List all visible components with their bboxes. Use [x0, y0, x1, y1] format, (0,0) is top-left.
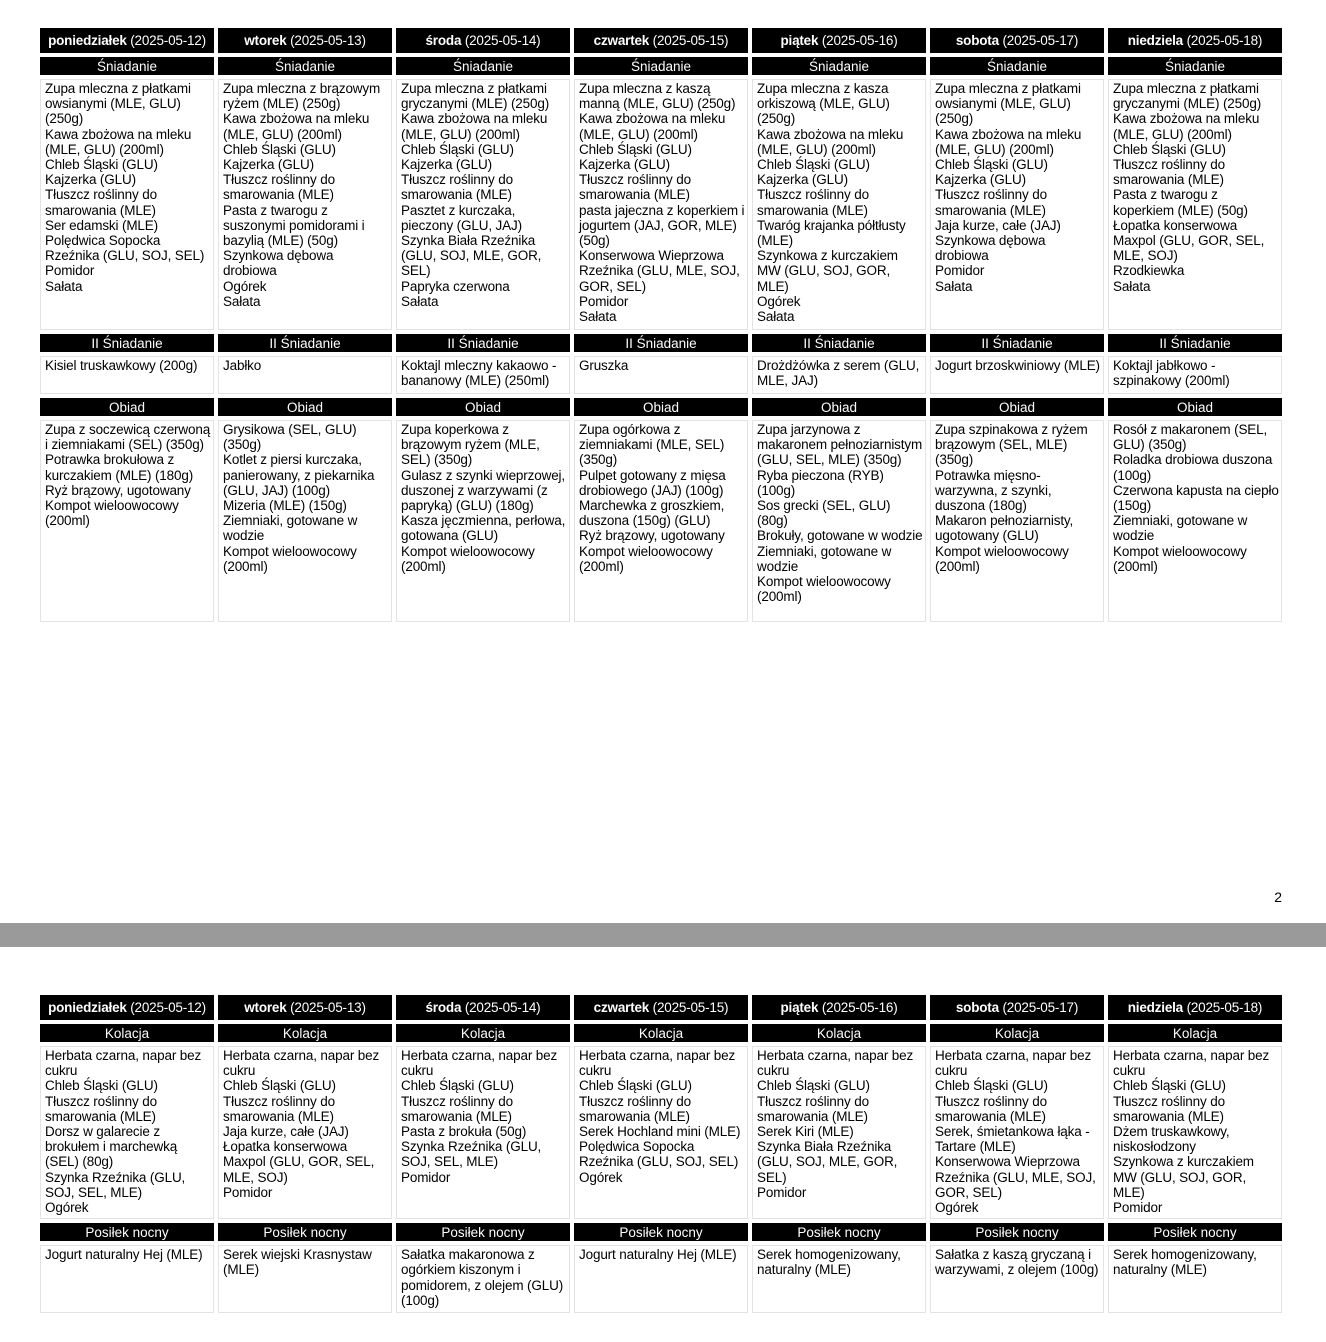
meal-title: Obiad — [218, 398, 392, 416]
meal-cell — [574, 79, 748, 330]
meal-cell — [40, 79, 214, 330]
day-header — [752, 995, 926, 1020]
day-date: (2025-05-14) — [464, 1000, 541, 1015]
meal-cell — [574, 1046, 748, 1219]
meal-title: II Śniadanie — [752, 334, 926, 352]
menu-item: Tłuszcz roślinny do smarowania (MLE) — [935, 1093, 1047, 1124]
menu-item: Chleb Śląski (GLU) — [579, 141, 692, 157]
menu-item: Kisiel truskawkowy (200g) — [45, 358, 198, 373]
menu-item: Kajzerka (GLU) — [579, 157, 670, 173]
meal-title: Posiłek nocny — [396, 1223, 570, 1241]
day-header — [930, 995, 1104, 1020]
meal-title: Śniadanie — [40, 57, 214, 75]
meal-title: Kolacja — [396, 1024, 570, 1042]
meal-items-row — [40, 1046, 1282, 1219]
meal-cell — [40, 1046, 214, 1219]
menu-item: Sałatka z kaszą gryczaną i warzywami, z olejem (100g) — [935, 1247, 1099, 1278]
menu-item: Ziemniaki, gotowane w wodzie — [1113, 513, 1248, 544]
meal-cell — [396, 356, 570, 394]
day-date: (2025-05-18) — [1186, 1000, 1263, 1015]
day-header — [1108, 995, 1282, 1020]
meal-cell — [1108, 356, 1282, 394]
meal-items-row — [40, 1245, 1282, 1313]
menu-item: Tłuszcz roślinny do smarowania (MLE) — [401, 1093, 513, 1124]
menu-item: Twaróg krajanka półtłusty (MLE) — [757, 217, 906, 249]
meal-title: Kolacja — [218, 1024, 392, 1042]
menu-item: Zupa szpinakowa z ryżem brązowym (SEL, MLE) (350g) — [935, 422, 1088, 468]
meal-cell — [752, 356, 926, 394]
menu-item: Sałatka makaronowa z ogórkiem kiszonym i pomidorem, z olejem (GLU) (100g) — [401, 1247, 564, 1308]
meal-cell — [574, 356, 748, 394]
day-name: środa — [425, 33, 462, 48]
day-header — [396, 28, 570, 53]
menu-item: Tłuszcz roślinny do smarowania (MLE) — [757, 187, 869, 218]
menu-item: Gulasz z szynki wieprzowej, duszonej z warzywami (z papryką) (GLU) (180g) — [401, 467, 566, 514]
meal-title: II Śniadanie — [1108, 334, 1282, 352]
day-name: niedziela — [1127, 33, 1183, 48]
page-number: 2 — [1274, 889, 1282, 905]
meal-cell — [930, 356, 1104, 394]
meal-title: II Śniadanie — [40, 334, 214, 352]
meal-items-row — [40, 79, 1282, 330]
menu-item: Sałata — [45, 278, 83, 294]
day-header — [218, 28, 392, 53]
menu-item: Pomidor — [935, 263, 985, 279]
menu-item: Szynka Rzeźnika (GLU, SOJ, SEL, MLE) — [45, 1169, 186, 1200]
menu-item: Kasza jęczmienna, perłowa, gotowana (GLU) — [401, 513, 566, 544]
meal-cell — [40, 1245, 214, 1313]
menu-item: Jogurt naturalny Hej (MLE) — [579, 1247, 737, 1263]
menu-item: Tłuszcz roślinny do smarowania (MLE) — [1113, 157, 1225, 188]
meal-title: Kolacja — [1108, 1024, 1282, 1042]
menu-item: Herbata czarna, napar bez cukru — [579, 1048, 736, 1079]
meal-title: Obiad — [930, 398, 1104, 416]
meal-items-row — [40, 420, 1282, 622]
day-date: (2025-05-12) — [130, 1000, 206, 1015]
menu-item: Sos grecki (SEL, GLU) (80g) — [757, 498, 891, 529]
menu-item: Ziemniaki, gotowane w wodzie — [223, 513, 358, 544]
meal-cell — [1108, 1046, 1282, 1219]
day-date: (2025-05-12) — [130, 33, 206, 48]
meal-title: II Śniadanie — [930, 334, 1104, 352]
meal-title: Obiad — [1108, 398, 1282, 416]
meal-title: II Śniadanie — [218, 334, 392, 352]
meal-cell — [396, 1245, 570, 1313]
menu-page-2 — [0, 947, 1326, 1342]
menu-item: Kawa zbożowa na mleku (MLE, GLU) (200ml) — [935, 126, 1082, 157]
day-header — [930, 28, 1104, 53]
menu-item: Kompot wieloowocowy (200ml) — [757, 574, 891, 605]
menu-item: Tłuszcz roślinny do smarowania (MLE) — [1113, 1093, 1225, 1124]
menu-item: Łopatka konserwowa Maxpol (GLU, GOR, SEL, MLE, SOJ) — [1113, 217, 1265, 264]
menu-item: Kompot wieloowocowy (200ml) — [935, 543, 1069, 574]
menu-item: Kawa zbożowa na mleku (MLE, GLU) (200ml) — [1113, 111, 1260, 142]
menu-item: Papryka czerwona — [401, 278, 510, 294]
menu-item: Kawa zbożowa na mleku (MLE, GLU) (200ml) — [757, 126, 904, 157]
day-name: sobota — [955, 1000, 999, 1015]
menu-item: Herbata czarna, napar bez cukru — [1113, 1048, 1270, 1079]
menu-item: Ogórek — [579, 1169, 623, 1185]
meal-title: Obiad — [396, 398, 570, 416]
menu-item: Sałata — [757, 309, 795, 325]
meal-title: Posiłek nocny — [1108, 1223, 1282, 1241]
menu-item: Potrawka mięsno-warzywna, z szynki, duszona (180g) — [935, 467, 1052, 514]
menu-item: Potrawka brokułowa z kurczakiem (MLE) (180g) — [45, 452, 194, 483]
menu-item: Jogurt brzoskwiniowy (MLE) — [935, 358, 1100, 373]
meal-title: Posiłek nocny — [930, 1223, 1104, 1241]
meal-cell — [218, 79, 392, 330]
menu-item: Ogórek — [223, 278, 267, 294]
day-date: (2025-05-15) — [652, 33, 729, 48]
meal-title: Śniadanie — [1108, 57, 1282, 75]
menu-item: Tłuszcz roślinny do smarowania (MLE) — [757, 1093, 869, 1124]
meal-cell — [752, 420, 926, 622]
menu-item: Rzodkiewka — [1113, 263, 1185, 279]
menu-item: Jogurt naturalny Hej (MLE) — [45, 1247, 203, 1263]
menu-item: Konserwowa Wieprzowa Rzeźnika (GLU, MLE, SOJ, GOR, SEL) — [935, 1154, 1096, 1200]
menu-item: Ser edamski (MLE) — [45, 217, 158, 233]
menu-item: Zupa z soczewicą czerwoną i ziemniakami (SEL) (350g) — [45, 422, 211, 453]
menu-item: Zupa mleczna z płatkami owsianymi (MLE, GLU) (250g) — [935, 81, 1081, 127]
menu-item: Chleb Śląski (GLU) — [757, 1078, 870, 1094]
menu-item: Serek, śmietankowa łąka - Tartare (MLE) — [935, 1124, 1090, 1155]
menu-item: Sałata — [401, 293, 439, 309]
menu-item: Tłuszcz roślinny do smarowania (MLE) — [579, 1093, 691, 1124]
day-name: wtorek — [244, 33, 287, 48]
menu-item: Chleb Śląski (GLU) — [223, 141, 336, 157]
meal-header-row — [40, 334, 1282, 352]
day-header — [40, 995, 214, 1020]
meal-title: Kolacja — [930, 1024, 1104, 1042]
menu-item: Marchewka z groszkiem, duszona (150g) (GLU) — [579, 498, 725, 529]
menu-item: Dżem truskawkowy, niskosłodzony — [1113, 1124, 1230, 1155]
meal-title: Śniadanie — [218, 57, 392, 75]
menu-item: Dorsz w galarecie z brokułem i marchewką (SEL) (80g) — [45, 1124, 178, 1170]
day-date: (2025-05-18) — [1186, 33, 1263, 48]
menu-item: Makaron pełnoziarnisty, ugotowany (GLU) — [935, 513, 1074, 544]
menu-item: Chleb Śląski (GLU) — [223, 1078, 336, 1094]
meal-title: Posiłek nocny — [218, 1223, 392, 1241]
menu-item: Pomidor — [401, 1169, 451, 1185]
meal-cell — [218, 356, 392, 394]
meal-header-row — [40, 57, 1282, 75]
menu-item: Tłuszcz roślinny do smarowania (MLE) — [45, 187, 157, 218]
menu-item: Sałata — [935, 278, 973, 294]
menu-item: Czerwona kapusta na ciepło (150g) — [1113, 482, 1279, 514]
menu-item: Chleb Śląski (GLU) — [757, 157, 870, 173]
meal-title: Posiłek nocny — [574, 1223, 748, 1241]
day-header — [574, 995, 748, 1020]
meal-cell — [40, 420, 214, 622]
day-header-row — [40, 995, 1282, 1020]
day-header — [218, 995, 392, 1020]
day-date: (2025-05-17) — [1002, 1000, 1079, 1015]
menu-item: Zupa jarzynowa z makaronem pełnoziarnistym (GLU, SEL, MLE) (350g) — [757, 422, 923, 468]
menu-item: Tłuszcz roślinny do smarowania (MLE) — [401, 172, 513, 203]
weekly-menu-table — [36, 24, 1286, 626]
menu-item: Zupa koperkowa z brązowym ryżem (MLE, SEL) (350g) — [401, 422, 540, 468]
menu-item: Szynka Rzeźnika (GLU, SOJ, SEL, MLE) — [401, 1139, 542, 1170]
menu-item: Kompot wieloowocowy (200ml) — [579, 543, 713, 574]
day-header — [40, 28, 214, 53]
meal-items-row — [40, 356, 1282, 394]
meal-title: Obiad — [40, 398, 214, 416]
menu-item: Szynkowa dębowa drobiowa — [935, 233, 1046, 264]
menu-item: Chleb Śląski (GLU) — [1113, 1078, 1226, 1094]
meal-title: Posiłek nocny — [40, 1223, 214, 1241]
menu-item: Chleb Śląski (GLU) — [935, 157, 1048, 173]
menu-item: Zupa mleczna z kaszą manną (MLE, GLU) (250g) — [579, 81, 736, 112]
menu-item: Serek homogenizowany, naturalny (MLE) — [757, 1247, 901, 1278]
menu-item: Chleb Śląski (GLU) — [401, 1078, 514, 1094]
menu-item: Kajzerka (GLU) — [223, 157, 314, 173]
meal-header-row — [40, 398, 1282, 416]
meal-cell — [1108, 420, 1282, 622]
day-date: (2025-05-16) — [821, 33, 898, 48]
menu-item: Ryż brązowy, ugotowany — [45, 482, 191, 498]
menu-item: Kotlet z piersi kurczaka, panierowany, z piekarnika (GLU, JAJ) (100g) — [223, 452, 375, 498]
menu-item: Serek Hochland mini (MLE) — [579, 1124, 741, 1140]
menu-item: Koktajl jabłkowo - szpinakowy (200ml) — [1113, 358, 1230, 389]
menu-item: Pomidor — [45, 263, 95, 279]
menu-item: Herbata czarna, napar bez cukru — [45, 1048, 202, 1079]
meal-title: Posiłek nocny — [752, 1223, 926, 1241]
meal-cell — [396, 420, 570, 622]
meal-header-row — [40, 1223, 1282, 1241]
menu-item: Tłuszcz roślinny do smarowania (MLE) — [579, 172, 691, 203]
menu-item: Konserwowa Wieprzowa Rzeźnika (GLU, MLE, SOJ, GOR, SEL) — [579, 248, 740, 294]
menu-item: Kawa zbożowa na mleku (MLE, GLU) (200ml) — [45, 126, 192, 157]
meal-title: II Śniadanie — [574, 334, 748, 352]
day-name: poniedziałek — [48, 1000, 127, 1015]
menu-item: Chleb Śląski (GLU) — [401, 141, 514, 157]
menu-item: Kajzerka (GLU) — [757, 172, 848, 188]
meal-cell — [396, 1046, 570, 1219]
day-name: piątek — [780, 1000, 819, 1015]
menu-item: Chleb Śląski (GLU) — [1113, 141, 1226, 157]
menu-item: Pasztet z kurczaka, pieczony (GLU, JAJ) — [401, 202, 522, 233]
menu-item: Serek Kiri (MLE) — [757, 1124, 854, 1140]
menu-item: Szynkowa dębowa drobiowa — [223, 248, 334, 279]
menu-item: Pasta z twarogu z suszonymi pomidorami i bazylią (MLE) (50g) — [223, 202, 365, 249]
menu-item: Sałata — [1113, 278, 1151, 294]
meal-cell — [1108, 79, 1282, 330]
menu-item: Gruszka — [579, 358, 629, 373]
menu-item: Chleb Śląski (GLU) — [935, 1078, 1048, 1094]
meal-title: Śniadanie — [396, 57, 570, 75]
meal-cell — [1108, 1245, 1282, 1313]
menu-item: Kawa zbożowa na mleku (MLE, GLU) (200ml) — [223, 111, 370, 142]
day-header-row — [40, 28, 1282, 53]
day-date: (2025-05-15) — [652, 1000, 729, 1015]
menu-item: Zupa mleczna z płatkami owsianymi (MLE, GLU) (250g) — [45, 81, 191, 127]
meal-title: Kolacja — [574, 1024, 748, 1042]
menu-item: Sałata — [579, 309, 617, 325]
menu-item: Grysikowa (SEL, GLU) (350g) — [223, 422, 357, 453]
menu-item: Łopatka konserwowa Maxpol (GLU, GOR, SEL, MLE, SOJ) — [223, 1139, 375, 1185]
menu-item: Pulpet gotowany z mięsa drobiowego (JAJ) (100g) — [579, 467, 726, 498]
menu-item: Polędwica Sopocka Rzeźnika (GLU, SOJ, SEL) — [45, 233, 205, 264]
day-date: (2025-05-13) — [290, 1000, 366, 1015]
menu-item: Tłuszcz roślinny do smarowania (MLE) — [45, 1093, 157, 1124]
menu-item: Ryż brązowy, ugotowany — [579, 528, 725, 544]
menu-item: Pomidor — [223, 1184, 273, 1200]
menu-item: Rosół z makaronem (SEL, GLU) (350g) — [1113, 422, 1268, 453]
menu-item: Roladka drobiowa duszona (100g) — [1113, 452, 1273, 483]
meal-cell — [752, 1245, 926, 1313]
meal-cell — [930, 79, 1104, 330]
menu-item: Chleb Śląski (GLU) — [579, 1078, 692, 1094]
meal-cell — [752, 79, 926, 330]
meal-cell — [218, 1046, 392, 1219]
menu-item: Mizeria (MLE) (150g) — [223, 498, 347, 514]
meal-cell — [574, 420, 748, 622]
menu-item: Kawa zbożowa na mleku (MLE, GLU) (200ml) — [579, 111, 726, 142]
meal-title: Obiad — [752, 398, 926, 416]
day-name: niedziela — [1127, 1000, 1183, 1015]
meal-title: Śniadanie — [574, 57, 748, 75]
meal-cell — [574, 1245, 748, 1313]
menu-item: Sałata — [223, 293, 261, 309]
day-date: (2025-05-17) — [1002, 33, 1079, 48]
menu-item: Ogórek — [45, 1200, 89, 1216]
day-name: piątek — [780, 33, 819, 48]
menu-item: Kompot wieloowocowy (200ml) — [223, 543, 357, 574]
menu-item: Drożdżówka z serem (GLU, MLE, JAJ) — [757, 358, 920, 389]
menu-item: Tłuszcz roślinny do smarowania (MLE) — [223, 1093, 335, 1124]
menu-item: Herbata czarna, napar bez cukru — [223, 1048, 380, 1079]
menu-item: Kajzerka (GLU) — [45, 172, 136, 188]
menu-item: Pomidor — [1113, 1200, 1163, 1216]
day-name: sobota — [955, 33, 999, 48]
meal-title: Kolacja — [752, 1024, 926, 1042]
meal-cell — [930, 420, 1104, 622]
menu-item: Ziemniaki, gotowane w wodzie — [757, 543, 892, 574]
meal-cell — [930, 1245, 1104, 1313]
menu-item: Polędwica Sopocka Rzeźnika (GLU, SOJ, SEL) — [579, 1139, 739, 1170]
meal-title: Kolacja — [40, 1024, 214, 1042]
menu-item: Herbata czarna, napar bez cukru — [757, 1048, 914, 1079]
menu-item: Zupa ogórkowa z ziemniakami (MLE, SEL) (350g) — [579, 422, 725, 468]
menu-item: Zupa mleczna z kasza orkiszową (MLE, GLU) (250g) — [757, 81, 890, 127]
menu-item: Brokuły, gotowane w wodzie — [757, 528, 923, 544]
menu-item: Jaja kurze, całe (JAJ) — [935, 217, 1061, 233]
menu-item: Pomidor — [579, 293, 629, 309]
menu-item: Serek wiejski Krasnystaw (MLE) — [223, 1247, 372, 1278]
menu-item: Zupa mleczna z płatkami gryczanymi (MLE) (250g) — [401, 81, 550, 112]
menu-item: Ryba pieczona (RYB) (100g) — [757, 467, 884, 498]
day-name: środa — [425, 1000, 462, 1015]
day-name: poniedziałek — [48, 33, 127, 48]
day-name: czwartek — [593, 1000, 650, 1015]
menu-item: Kajzerka (GLU) — [401, 157, 492, 173]
meal-cell — [218, 420, 392, 622]
day-date: (2025-05-13) — [290, 33, 366, 48]
weekly-menu-table — [36, 991, 1286, 1317]
menu-item: Jaja kurze, całe (JAJ) — [223, 1124, 349, 1140]
meal-title: Śniadanie — [930, 57, 1104, 75]
day-header — [574, 28, 748, 53]
meal-cell — [40, 356, 214, 394]
menu-item: Koktajl mleczny kakaowo - bananowy (MLE) (250ml) — [401, 358, 557, 389]
menu-item: Kawa zbożowa na mleku (MLE, GLU) (200ml) — [401, 111, 548, 142]
day-header — [752, 28, 926, 53]
menu-item: Pasta z twarogu z koperkiem (MLE) (50g) — [1113, 187, 1248, 218]
menu-item: pasta jajeczna z koperkiem i jogurtem (JAJ, GOR, MLE) (50g) — [579, 202, 745, 249]
menu-item: Pasta z brokuła (50g) — [401, 1124, 527, 1140]
menu-item: Kompot wieloowocowy (200ml) — [401, 543, 535, 574]
menu-item: Pomidor — [757, 1184, 807, 1200]
menu-item: Ogórek — [757, 293, 801, 309]
menu-item: Herbata czarna, napar bez cukru — [401, 1048, 558, 1079]
menu-item: Tłuszcz roślinny do smarowania (MLE) — [223, 172, 335, 203]
menu-item: Zupa mleczna z płatkami gryczanymi (MLE) (250g) — [1113, 81, 1262, 112]
menu-item: Ogórek — [935, 1200, 979, 1216]
menu-item: Szynkowa z kurczakiem MW (GLU, SOJ, GOR, MLE) — [1113, 1154, 1254, 1200]
meal-cell — [752, 1046, 926, 1219]
meal-title: Obiad — [574, 398, 748, 416]
meal-title: Śniadanie — [752, 57, 926, 75]
meal-cell — [396, 79, 570, 330]
meal-cell — [930, 1046, 1104, 1219]
menu-item: Zupa mleczna z brązowym ryżem (MLE) (250g) — [223, 81, 381, 112]
meal-title: II Śniadanie — [396, 334, 570, 352]
meal-header-row — [40, 1024, 1282, 1042]
menu-item: Jabłko — [223, 358, 262, 373]
menu-item: Chleb Śląski (GLU) — [45, 1078, 158, 1094]
menu-item: Szynkowa z kurczakiem MW (GLU, SOJ, GOR, MLE) — [757, 248, 898, 294]
day-header — [1108, 28, 1282, 53]
menu-item: Herbata czarna, napar bez cukru — [935, 1048, 1092, 1079]
menu-item: Chleb Śląski (GLU) — [45, 157, 158, 173]
menu-item: Szynka Biała Rzeźnika (GLU, SOJ, MLE, GOR, SEL) — [401, 233, 542, 279]
menu-item: Serek homogenizowany, naturalny (MLE) — [1113, 1247, 1257, 1278]
menu-item: Kompot wieloowocowy (200ml) — [1113, 543, 1247, 574]
menu-item: Kajzerka (GLU) — [935, 172, 1026, 188]
menu-item: Kompot wieloowocowy (200ml) — [45, 498, 179, 529]
day-name: czwartek — [593, 33, 650, 48]
menu-item: Tłuszcz roślinny do smarowania (MLE) — [935, 187, 1047, 218]
day-date: (2025-05-14) — [464, 33, 541, 48]
menu-item: Szynka Biała Rzeźnika (GLU, SOJ, MLE, GOR, SEL) — [757, 1139, 898, 1185]
day-header — [396, 995, 570, 1020]
day-date: (2025-05-16) — [821, 1000, 898, 1015]
meal-cell — [218, 1245, 392, 1313]
day-name: wtorek — [244, 1000, 287, 1015]
